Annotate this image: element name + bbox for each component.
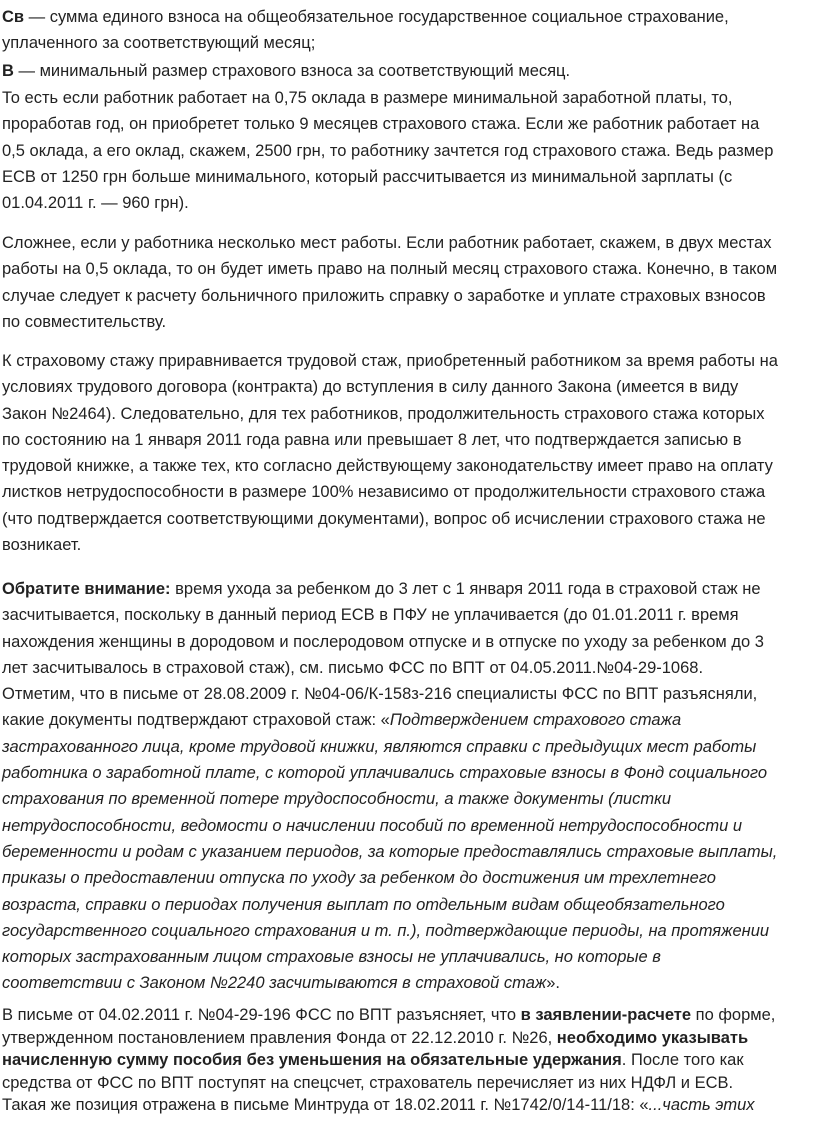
- definition-cv-text-2: уплаченного за соответствующий месяц;: [2, 34, 316, 53]
- text-line: средства от ФСС по ВПТ поступят на спецсчет, страхователь перечисляет из них НДФЛ и ЕСВ.: [2, 1073, 734, 1092]
- quote-line: нетрудоспособности, ведомости о начислении пособий по временной нетрудоспособности и: [2, 816, 743, 835]
- attention-label: Обратите внимание:: [2, 580, 171, 598]
- quote-line: беременности и родам с указанием периодов, за которые предоставлялись страховые выплаты,: [2, 842, 778, 861]
- quote-text: ...часть этих: [648, 1096, 755, 1115]
- definition-cv-text: — сумма единого взноса на общеобязательное государственное социальное страхование,: [24, 8, 729, 26]
- text-line: трудовой книжке, а также тех, кто согласно действующему законодательству имеет право на оплату: [2, 457, 773, 476]
- term-v: В: [2, 62, 14, 80]
- paragraph-2: [2, 230, 816, 335]
- paragraph-3: [2, 348, 816, 558]
- paragraph-5: [2, 1004, 816, 1117]
- text-line: Сложнее, если у работника несколько мест работы. Если работник работает, скажем, в двух местах: [2, 234, 772, 252]
- definition-cv: [2, 4, 816, 57]
- quote-end: ».: [546, 974, 561, 993]
- text-line: засчитывается, поскольку в данный период ЕСВ в ПФУ не уплачивается (до 01.01.2011 г. время: [2, 606, 739, 625]
- text-line: Такая же позиция отражена в письме Минтруда от 18.02.2011 г. №1742/0/14-11/18: «: [2, 1096, 649, 1115]
- text-line: В письме от 04.02.2011 г. №04-29-196 ФСС по ВПТ разъясняет, что: [2, 1006, 521, 1024]
- text-line: Закон №2464). Следовательно, для тех работников, продолжительность страхового стажа которых: [2, 404, 765, 423]
- text-line: нахождения женщины в дородовом и послеродовом отпуске и в отпуске по уходу за ребенком до 3: [2, 632, 764, 651]
- text-line: по совместительству.: [2, 312, 167, 331]
- text-line: проработав год, он приобретет только 9 месяцев страхового стажа. Если же работник работает на: [2, 115, 760, 134]
- text-line: К страховому стажу приравнивается трудовой стаж, приобретенный работником за время работы на: [2, 352, 778, 370]
- definition-v-text: — минимальный размер страхового взноса за соответствующий месяц.: [13, 62, 571, 80]
- text-line: по состоянию на 1 января 2011 года равна или превышает 8 лет, что подтверждается записью в: [2, 430, 742, 449]
- quote-line: соответствии с Законом №2240 засчитываются в страховой стаж: [2, 974, 547, 993]
- text-line: . После того как: [621, 1051, 744, 1070]
- text-line: То есть если работник работает на 0,75 оклада в размере минимальной заработной платы, то,: [2, 89, 733, 107]
- text-line: утвержденном постановлением правления Фонда от 22.12.2010 г. №26,: [2, 1028, 557, 1047]
- quote-line: возраста, справки о периодах получения выплат по отдельным видам общеобязательного: [2, 895, 725, 914]
- text-line: лет засчитывалось в страховой стаж), см. письмо ФСС по ВПТ от 04.05.2011.№04-29-1068.: [2, 658, 704, 677]
- text-line: Отметим, что в письме от 28.08.2009 г. №04-06/К-158з-216 специалисты ФСС по ВПТ разъясняли,: [2, 685, 758, 704]
- text-line: ЕСВ от 1250 грн больше минимального, который рассчитывается из минимальной зарплаты (с: [2, 167, 733, 186]
- quote-line: страхования по временной потере трудоспособности, а также документы (листки: [2, 790, 672, 809]
- text-line: 01.04.2011 г. — 960 грн).: [2, 194, 189, 213]
- quote-text: Подтверждением страхового стажа: [389, 711, 682, 730]
- text-line: (что подтверждается соответствующими документами), вопрос об исчислении страхового стажа не: [2, 509, 766, 528]
- text-line: работы на 0,5 оклада, то он будет иметь право на полный месяц страхового стажа. Конечно, в таком: [2, 260, 778, 279]
- emphasis-text: необходимо указывать: [556, 1028, 749, 1047]
- quote-line: приказы о предоставлении отпуска по уходу за ребенком до достижения им трехлетнего: [2, 869, 716, 888]
- text-line: возникает.: [2, 536, 82, 555]
- text-line: листков нетрудоспособности в размере 100% независимо от продолжительности страхового стажа: [2, 483, 766, 502]
- paragraph-4: [2, 576, 816, 997]
- quote-line: которых застрахованным лицом страховые взносы не уплачивались, но которые в: [2, 948, 661, 967]
- emphasis-text: в заявлении-расчете: [520, 1006, 692, 1024]
- quote-line: государственного социального страхования и т. п.), подтверждающие периоды, на протяжении: [2, 921, 770, 940]
- text-line: по форме,: [691, 1006, 776, 1024]
- quote-line: застрахованного лица, кроме трудовой книжки, являются справки с предыдущих мест работы: [2, 737, 757, 756]
- emphasis-text: начисленную сумму пособия без уменьшения на обязательные удержания: [2, 1051, 622, 1070]
- paragraph-1: [2, 85, 816, 216]
- text-line: случае следует к расчету больничного приложить справку о заработке и уплате страховых взносов: [2, 286, 766, 305]
- quote-line: работника о заработной плате, с которой уплачивались страховые взносы в Фонд социального: [2, 764, 768, 783]
- text-line: 0,5 оклада, а его оклад, скажем, 2500 грн, то работнику зачтется год страхового стажа. Ведь размер: [2, 141, 774, 160]
- text-line: какие документы подтверждают страховой стаж: «: [2, 711, 390, 730]
- text-line: условиях трудового договора (контракта) до вступления в силу данного Закона (имеется в виду: [2, 378, 739, 397]
- text-line: время ухода за ребенком до 3 лет с 1 января 2011 года в страховой стаж не: [170, 580, 761, 598]
- definition-v: [2, 58, 816, 84]
- term-cv: Св: [2, 8, 25, 26]
